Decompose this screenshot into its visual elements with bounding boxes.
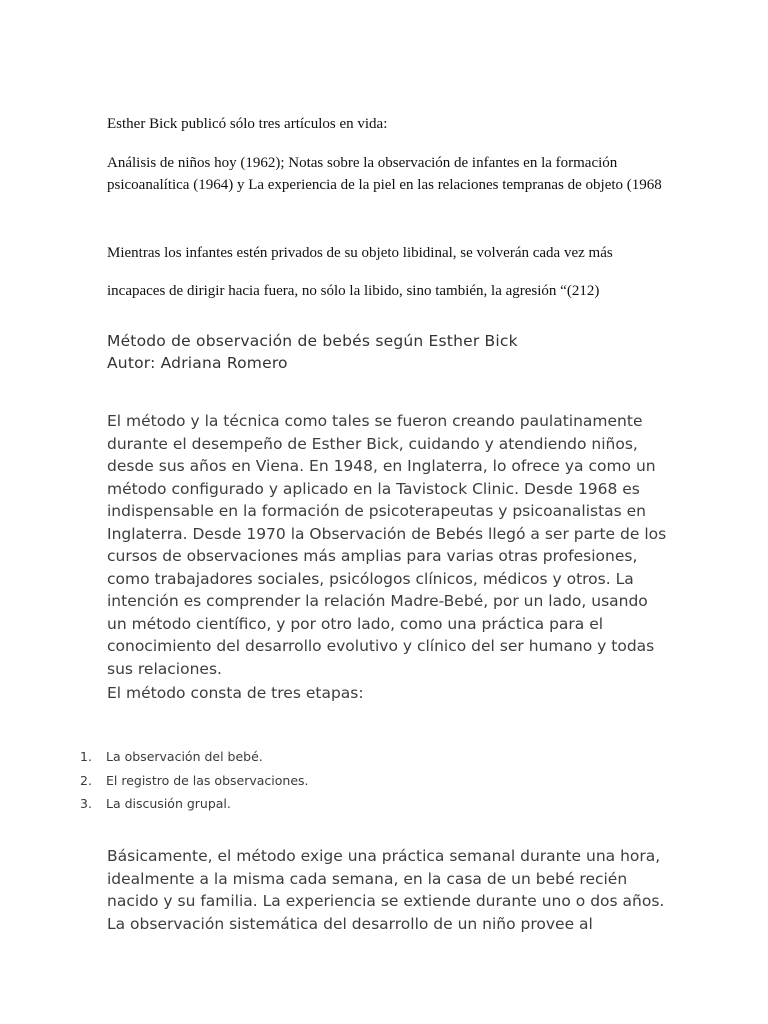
article-title: Método de observación de bebés según Esther Bick [107, 332, 518, 350]
intro-line: Esther Bick publicó sólo tres artículos en vida: [107, 116, 388, 132]
list-item-number: 1. [80, 749, 92, 764]
quote-line-1: Mientras los infantes estén privados de su objeto libidinal, se volverán cada vez más [107, 245, 613, 261]
list-item [80, 772, 309, 796]
quote-line-2: incapaces de dirigir hacia fuera, no sólo la libido, sino también, la agresión “(212) [107, 283, 600, 299]
article-author: Autor: Adriana Romero [107, 354, 288, 372]
stages-list [80, 748, 309, 819]
article-heading [107, 330, 518, 374]
list-item-text: La observación del bebé. [106, 749, 263, 764]
list-item [80, 748, 309, 772]
stages-intro: El método consta de tres etapas: [107, 684, 364, 702]
list-item-text: El registro de las observaciones. [106, 772, 309, 788]
body-paragraph: El método y la técnica como tales se fueron creando paulatinamente durante el desempeño de Esther Bick, cuidando y atendiendo niños, desde sus años en Viena. En 1948, en Inglaterra, lo ofrece ya como un método configurado y aplicado en la Tavistock Clinic. Desde 1968 es indispensable en la formación de psicoterapeutas y psicoanalistas en Inglaterra. Desde 1970 la Observación de Bebés llegó a ser parte de los cursos de observaciones más amplias para varias otras profesiones, como trabajadores sociales, psicólogos clínicos, médicos y otros. La intención es comprender la relación Madre-Bebé, por un lado, usando un método científico, y por otro lado, como una práctica para el conocimiento del desarrollo evolutivo y clínico del ser humano y todas sus relaciones. [107, 412, 667, 678]
list-item-text: La discusión grupal. [106, 796, 231, 811]
list-item-number: 2. [80, 772, 92, 788]
quote-paragraph [107, 234, 667, 310]
list-item [80, 795, 309, 819]
articles-paragraph: Análisis de niños hoy (1962); Notas sobre la observación de infantes en la formación psicoanalítica (1964) y La experiencia de la piel en las relaciones tempranas de objeto (1968 [107, 155, 662, 193]
final-paragraph: Básicamente, el método exige una práctica semanal durante una hora, idealmente a la misma cada semana, en la casa de un bebé recién nacido y su familia. La experiencia se extiende durante uno o dos años. La observación sistemática del desarrollo de un niño provee al [107, 847, 665, 933]
list-item-number: 3. [80, 796, 92, 811]
